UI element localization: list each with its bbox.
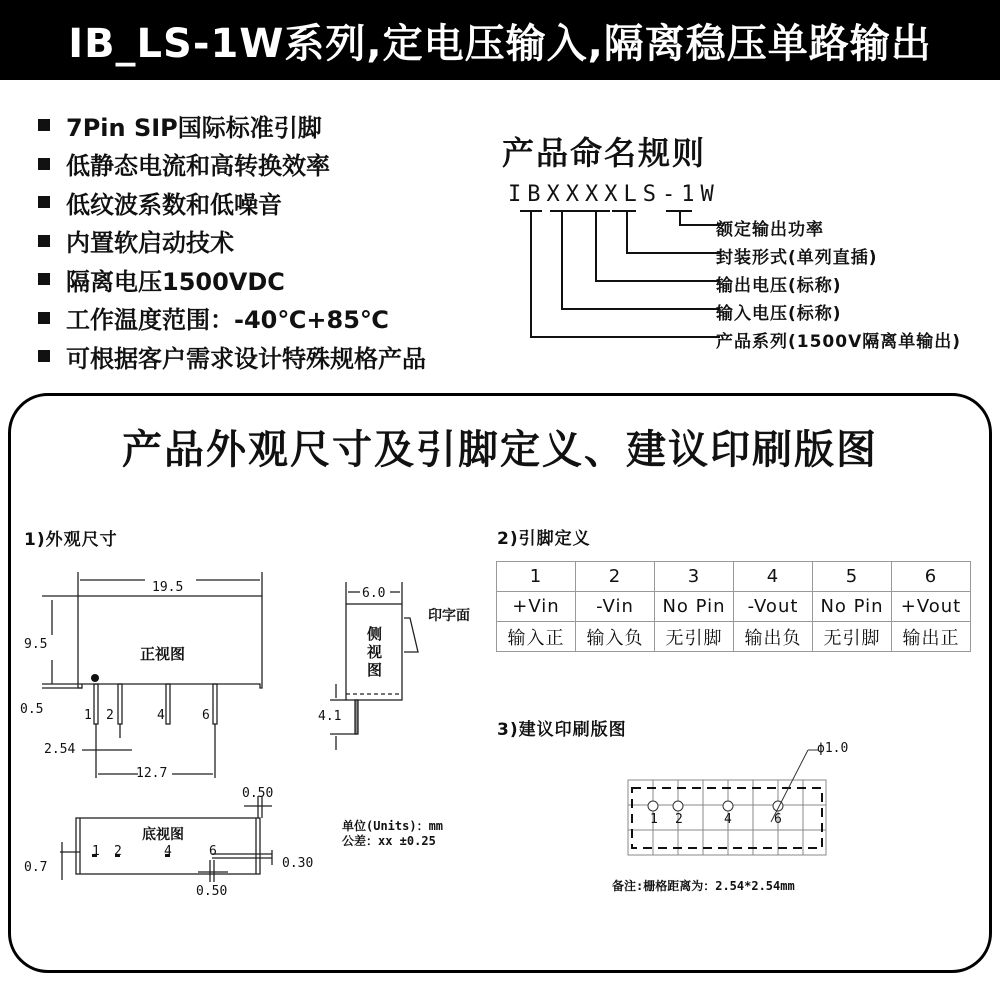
feature-text: 低静态电流和高转换效率 xyxy=(66,152,330,181)
pin-desc-row xyxy=(497,622,971,652)
bullet-square-icon xyxy=(38,235,50,247)
pin-cell: No Pin xyxy=(655,592,734,622)
bullet-square-icon xyxy=(38,119,50,131)
feature-text: 低纹波系数和低噪音 xyxy=(66,190,282,219)
feature-text: 7Pin SIP国际标准引脚 xyxy=(66,113,322,142)
feature-item xyxy=(34,299,426,338)
feature-text: 隔离电压1500VDC xyxy=(66,267,285,296)
pin-cell: 2 xyxy=(576,562,655,592)
dim-height: 9.5 xyxy=(24,637,48,652)
units-note: 单位(Units)：mm xyxy=(342,819,444,833)
feature-item xyxy=(34,106,426,145)
naming-code: IBXXXXLS-1W xyxy=(508,182,720,207)
header-title: IB_LS-1W系列,定电压输入,隔离稳压单路输出 xyxy=(68,20,932,67)
bullet-square-icon xyxy=(38,350,50,362)
feature-text: 工作温度范围：-40℃+85℃ xyxy=(66,306,389,335)
dim-depth: 6.0 xyxy=(362,586,386,601)
pin-cell: 无引脚 xyxy=(813,622,892,652)
dim-span: 12.7 xyxy=(136,766,168,781)
section-outline-title: 1)外观尺寸 xyxy=(24,530,118,550)
bullet-square-icon xyxy=(38,312,50,324)
pin-cell: 输入负 xyxy=(576,622,655,652)
side-view-label: 侧视图 xyxy=(367,625,383,679)
pcb-pin-1: 1 xyxy=(650,812,658,827)
naming-label-power: 额定输出功率 xyxy=(716,220,824,240)
section-pcb-layout-title: 3)建议印刷版图 xyxy=(497,720,627,740)
bottom-pin-6: 6 xyxy=(209,844,217,859)
pin-cell: +Vin xyxy=(497,592,576,622)
pin-cell: 输出正 xyxy=(892,622,971,652)
grid-spacing-note: 备注:栅格距离为：2.54*2.54mm xyxy=(612,879,795,893)
dim-pin-width-top: 0.50 xyxy=(242,786,274,801)
feature-text: 可根据客户需求设计特殊规格产品 xyxy=(66,344,426,373)
dim-pin-width-bottom: 0.50 xyxy=(196,884,228,899)
pin-cell: 4 xyxy=(734,562,813,592)
pin-cell: -Vin xyxy=(576,592,655,622)
dim-pitch: 2.54 xyxy=(44,742,76,757)
tolerance-note: 公差：xx ±0.25 xyxy=(342,834,436,848)
pin-cell: 5 xyxy=(813,562,892,592)
print-face-label: 印字面 xyxy=(428,608,470,624)
pin-definition-table xyxy=(496,561,971,652)
feature-item xyxy=(34,337,426,376)
pin-cell: 输出负 xyxy=(734,622,813,652)
pcb-layout-grid xyxy=(620,740,840,860)
bottom-pin-4: 4 xyxy=(164,844,172,859)
naming-label-input-voltage: 输入电压(标称) xyxy=(716,304,842,324)
naming-label-series: 产品系列(1500V隔离单输出) xyxy=(716,332,962,352)
pin-name-row xyxy=(497,592,971,622)
panel-title: 产品外观尺寸及引脚定义、建议印刷版图 xyxy=(122,427,878,473)
pin-cell: No Pin xyxy=(813,592,892,622)
pin-cell: 输入正 xyxy=(497,622,576,652)
pin-label-4: 4 xyxy=(157,708,165,723)
pin-label-1: 1 xyxy=(84,708,92,723)
dim-standoff: 0.5 xyxy=(20,702,44,717)
outline-drawings xyxy=(0,560,500,900)
dim-pin-length: 4.1 xyxy=(318,709,342,724)
feature-item xyxy=(34,222,426,261)
bottom-pin-1: 1 xyxy=(92,844,100,859)
pin-cell: 1 xyxy=(497,562,576,592)
pcb-pin-4: 4 xyxy=(724,812,732,827)
pin-cell: -Vout xyxy=(734,592,813,622)
naming-label-package: 封装形式(单列直插) xyxy=(716,248,878,268)
pin-label-2: 2 xyxy=(106,708,114,723)
pcb-pin-2: 2 xyxy=(675,812,683,827)
dim-pin-thickness: 0.30 xyxy=(282,856,314,871)
front-view-label: 正视图 xyxy=(140,645,186,663)
naming-rule-title: 产品命名规则 xyxy=(502,134,707,172)
header-banner xyxy=(0,0,1000,80)
pin-cell: 3 xyxy=(655,562,734,592)
pin-cell: +Vout xyxy=(892,592,971,622)
feature-item xyxy=(34,183,426,222)
section-pinout-title: 2)引脚定义 xyxy=(497,529,591,549)
feature-text: 内置软启动技术 xyxy=(66,229,234,258)
bullet-square-icon xyxy=(38,273,50,285)
pcb-pin-6: 6 xyxy=(774,812,782,827)
bottom-view-label: 底视图 xyxy=(142,827,184,843)
pin-label-6: 6 xyxy=(202,708,210,723)
naming-label-output-voltage: 输出电压(标称) xyxy=(716,276,842,296)
bottom-pin-2: 2 xyxy=(114,844,122,859)
dim-width: 19.5 xyxy=(152,580,184,595)
dim-bottom-offset: 0.7 xyxy=(24,860,48,875)
bullet-square-icon xyxy=(38,196,50,208)
bullet-square-icon xyxy=(38,158,50,170)
feature-item xyxy=(34,145,426,184)
feature-list xyxy=(34,106,426,376)
pin-number-row xyxy=(497,562,971,592)
feature-item xyxy=(34,260,426,299)
pin-cell: 无引脚 xyxy=(655,622,734,652)
hole-diameter-label: ϕ1.0 xyxy=(817,741,849,756)
pin-cell: 6 xyxy=(892,562,971,592)
